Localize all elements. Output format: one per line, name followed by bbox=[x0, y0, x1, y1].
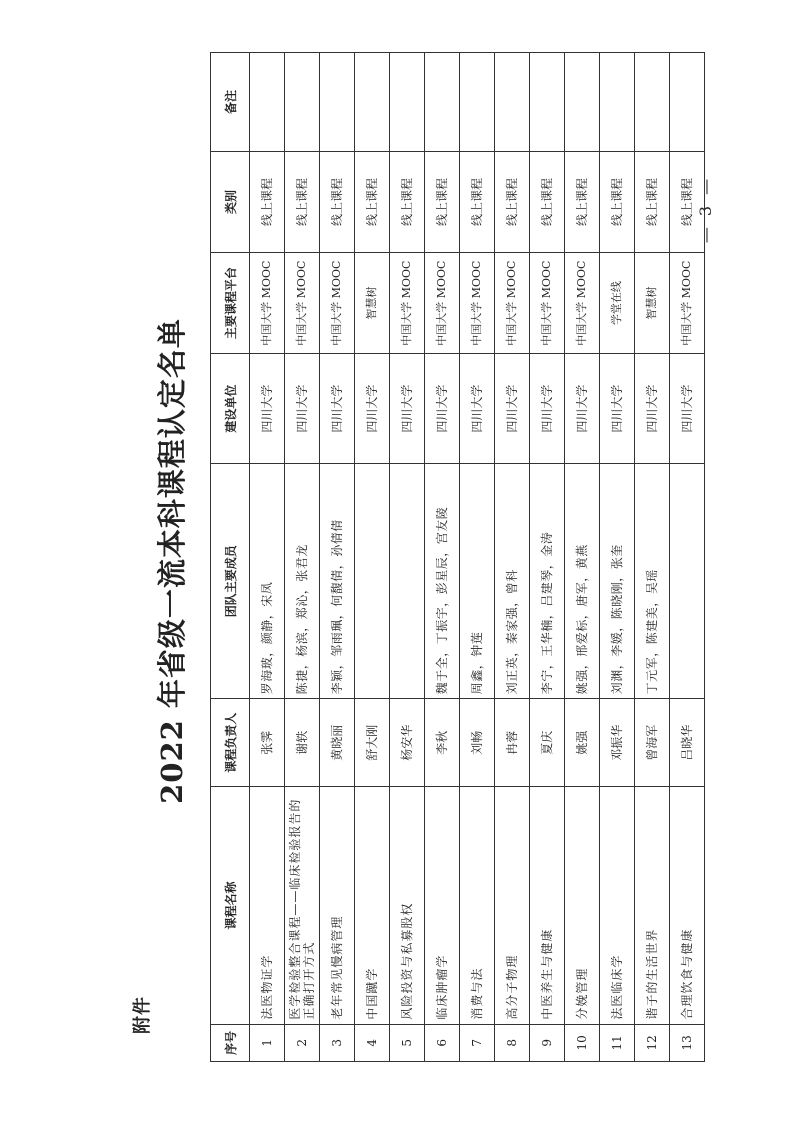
cell-type: 线上课程 bbox=[390, 151, 425, 252]
document-title: 2022 年省级一流本科课程认定名单 bbox=[155, 318, 189, 804]
cell-unit: 四川大学 bbox=[250, 354, 285, 464]
cell-lead: 吕晓华 bbox=[670, 699, 705, 787]
cell-no: 5 bbox=[390, 1024, 425, 1061]
cell-no: 3 bbox=[320, 1024, 355, 1061]
cell-team: 魏于全，丁振宇，彭星辰，宫友陵 bbox=[425, 464, 460, 699]
cell-unit: 四川大学 bbox=[425, 354, 460, 464]
cell-lead: 舒大刚 bbox=[355, 699, 390, 787]
cell-team: 罗海玻，颜静，宋凤 bbox=[250, 464, 285, 699]
table-row bbox=[460, 53, 495, 1062]
header-no: 序号 bbox=[211, 1024, 250, 1061]
cell-note bbox=[250, 53, 285, 152]
table-row bbox=[320, 53, 355, 1062]
cell-type: 线上课程 bbox=[495, 151, 530, 252]
cell-note bbox=[600, 53, 635, 152]
cell-platform: 智慧树 bbox=[355, 253, 390, 354]
table-body bbox=[250, 53, 705, 1062]
cell-course-name: 临床肿瘤学 bbox=[425, 787, 460, 1024]
cell-type: 线上课程 bbox=[565, 151, 600, 252]
cell-lead: 谢轶 bbox=[285, 699, 320, 787]
header-platform: 主要课程平台 bbox=[211, 253, 250, 354]
cell-course-name: 高分子物理 bbox=[495, 787, 530, 1024]
cell-team: 李颖，邹雨珮，何馥倩，孙倩倩 bbox=[320, 464, 355, 699]
cell-course-name: 法医临床学 bbox=[600, 787, 635, 1024]
cell-team bbox=[355, 464, 390, 699]
cell-type: 线上课程 bbox=[600, 151, 635, 252]
cell-platform: 中国大学 MOOC bbox=[670, 253, 705, 354]
cell-type: 线上课程 bbox=[530, 151, 565, 252]
cell-platform: 中国大学 MOOC bbox=[320, 253, 355, 354]
cell-unit: 四川大学 bbox=[530, 354, 565, 464]
cell-lead: 李秋 bbox=[425, 699, 460, 787]
cell-course-name: 风险投资与私募股权 bbox=[390, 787, 425, 1024]
cell-platform: 中国大学 MOOC bbox=[250, 253, 285, 354]
cell-note bbox=[425, 53, 460, 152]
cell-type: 线上课程 bbox=[355, 151, 390, 252]
cell-platform: 中国大学 MOOC bbox=[565, 253, 600, 354]
cell-lead: 夏庆 bbox=[530, 699, 565, 787]
table-row bbox=[565, 53, 600, 1062]
header-unit: 建设单位 bbox=[211, 354, 250, 464]
cell-no: 2 bbox=[285, 1024, 320, 1061]
cell-unit: 四川大学 bbox=[635, 354, 670, 464]
cell-unit: 四川大学 bbox=[565, 354, 600, 464]
cell-note bbox=[670, 53, 705, 152]
cell-unit: 四川大学 bbox=[670, 354, 705, 464]
cell-note bbox=[495, 53, 530, 152]
course-table bbox=[210, 52, 705, 1062]
cell-type: 线上课程 bbox=[250, 151, 285, 252]
table-row bbox=[355, 53, 390, 1062]
cell-team: 周鑫，钟莲 bbox=[460, 464, 495, 699]
cell-platform: 中国大学 MOOC bbox=[390, 253, 425, 354]
cell-course-name: 医学检验整合课程——临床检验报告的正确打开方式 bbox=[285, 787, 320, 1024]
cell-platform: 中国大学 MOOC bbox=[285, 253, 320, 354]
cell-note bbox=[285, 53, 320, 152]
cell-platform: 中国大学 MOOC bbox=[460, 253, 495, 354]
cell-course-name: 中医养生与健康 bbox=[530, 787, 565, 1024]
table-row bbox=[285, 53, 320, 1062]
cell-team: 李宁，王华楠，吕建琴，金涛 bbox=[530, 464, 565, 699]
cell-lead: 冉蓉 bbox=[495, 699, 530, 787]
annex-label: 附件 bbox=[132, 996, 153, 1034]
header-course-name: 课程名称 bbox=[211, 787, 250, 1024]
cell-note bbox=[565, 53, 600, 152]
cell-type: 线上课程 bbox=[670, 151, 705, 252]
cell-team: 刘正英，秦家强，曾科 bbox=[495, 464, 530, 699]
cell-type: 线上课程 bbox=[425, 151, 460, 252]
table-row bbox=[635, 53, 670, 1062]
cell-no: 11 bbox=[600, 1024, 635, 1061]
cell-platform: 中国大学 MOOC bbox=[425, 253, 460, 354]
cell-course-name: 谐子的生活世界 bbox=[635, 787, 670, 1024]
cell-unit: 四川大学 bbox=[320, 354, 355, 464]
cell-team: 丁元军，陈建美，吴瑶 bbox=[635, 464, 670, 699]
cell-team bbox=[390, 464, 425, 699]
table-row bbox=[390, 53, 425, 1062]
cell-unit: 四川大学 bbox=[460, 354, 495, 464]
cell-no: 13 bbox=[670, 1024, 705, 1061]
cell-no: 10 bbox=[565, 1024, 600, 1061]
cell-type: 线上课程 bbox=[635, 151, 670, 252]
cell-course-name: 合理饮食与健康 bbox=[670, 787, 705, 1024]
cell-team: 姚强，邢爱标，唐军，黄燕 bbox=[565, 464, 600, 699]
cell-no: 4 bbox=[355, 1024, 390, 1061]
cell-type: 线上课程 bbox=[285, 151, 320, 252]
cell-lead: 姚强 bbox=[565, 699, 600, 787]
cell-note bbox=[390, 53, 425, 152]
cell-no: 8 bbox=[495, 1024, 530, 1061]
cell-lead: 刘畅 bbox=[460, 699, 495, 787]
cell-team: 刘渊，李媛，陈晓刚，张奎 bbox=[600, 464, 635, 699]
table-row bbox=[495, 53, 530, 1062]
cell-note bbox=[635, 53, 670, 152]
cell-note bbox=[530, 53, 565, 152]
cell-course-name: 分娩管理 bbox=[565, 787, 600, 1024]
cell-lead: 邓振华 bbox=[600, 699, 635, 787]
cell-lead: 张霁 bbox=[250, 699, 285, 787]
header-type: 类别 bbox=[211, 151, 250, 252]
page-number: — 3 — bbox=[696, 175, 716, 244]
cell-type: 线上课程 bbox=[460, 151, 495, 252]
cell-platform: 中国大学 MOOC bbox=[530, 253, 565, 354]
table-header-row bbox=[211, 53, 250, 1062]
cell-unit: 四川大学 bbox=[600, 354, 635, 464]
cell-unit: 四川大学 bbox=[495, 354, 530, 464]
cell-course-name: 老年常见慢病管理 bbox=[320, 787, 355, 1024]
cell-type: 线上课程 bbox=[320, 151, 355, 252]
cell-platform: 智慧树 bbox=[635, 253, 670, 354]
cell-team: 陈捷，杨滨，郑沁，张君龙 bbox=[285, 464, 320, 699]
table-row bbox=[250, 53, 285, 1062]
cell-platform: 中国大学 MOOC bbox=[495, 253, 530, 354]
cell-no: 12 bbox=[635, 1024, 670, 1061]
table-row bbox=[425, 53, 460, 1062]
cell-unit: 四川大学 bbox=[285, 354, 320, 464]
cell-unit: 四川大学 bbox=[355, 354, 390, 464]
cell-lead: 黄晓丽 bbox=[320, 699, 355, 787]
cell-note bbox=[320, 53, 355, 152]
cell-no: 1 bbox=[250, 1024, 285, 1061]
cell-platform: 学堂在线 bbox=[600, 253, 635, 354]
header-team: 团队主要成员 bbox=[211, 464, 250, 699]
header-lead: 课程负责人 bbox=[211, 699, 250, 787]
header-note: 备注 bbox=[211, 53, 250, 152]
cell-no: 9 bbox=[530, 1024, 565, 1061]
cell-course-name: 法医物证学 bbox=[250, 787, 285, 1024]
cell-no: 7 bbox=[460, 1024, 495, 1061]
cell-unit: 四川大学 bbox=[390, 354, 425, 464]
cell-note bbox=[460, 53, 495, 152]
cell-lead: 杨安华 bbox=[390, 699, 425, 787]
cell-course-name: 中国蹴学 bbox=[355, 787, 390, 1024]
cell-lead: 曾海军 bbox=[635, 699, 670, 787]
cell-note bbox=[355, 53, 390, 152]
cell-team bbox=[670, 464, 705, 699]
table-row bbox=[530, 53, 565, 1062]
table-row bbox=[600, 53, 635, 1062]
cell-no: 6 bbox=[425, 1024, 460, 1061]
cell-course-name: 消费与法 bbox=[460, 787, 495, 1024]
